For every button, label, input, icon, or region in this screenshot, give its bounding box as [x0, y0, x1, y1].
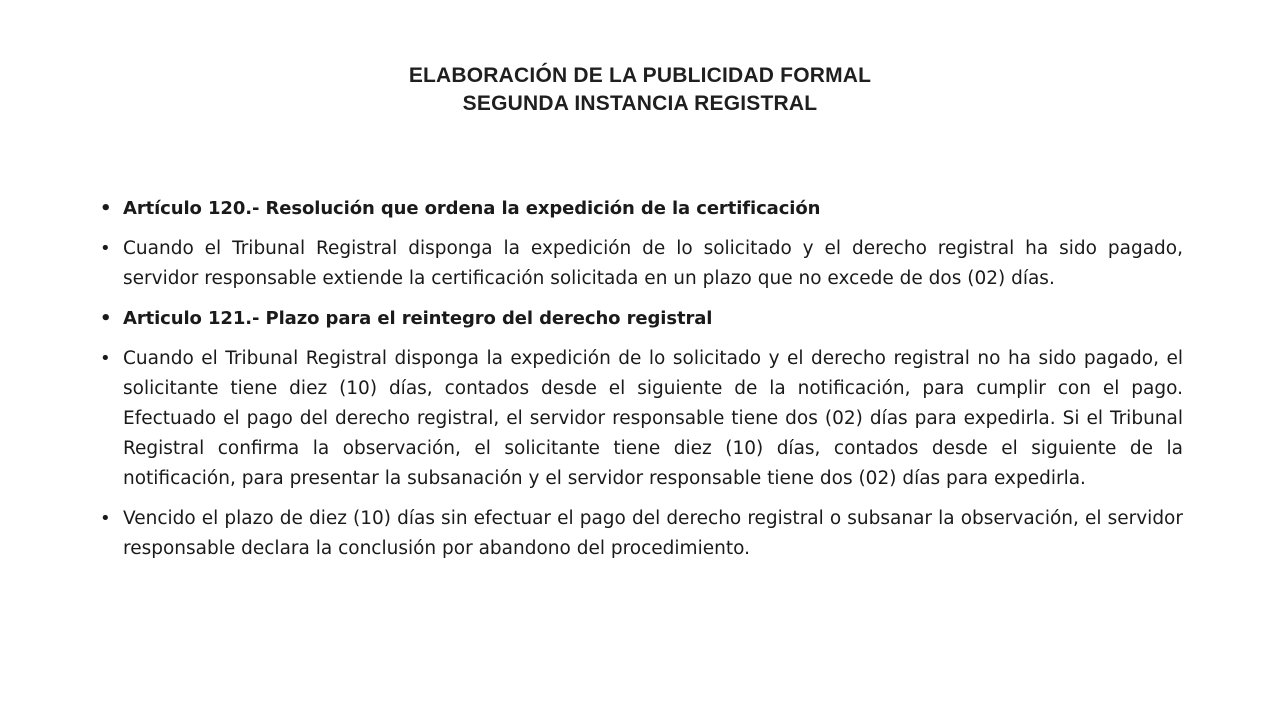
- title-line-1: ELABORACIÓN DE LA PUBLICIDAD FORMAL: [408, 64, 872, 87]
- bullet-article-120-body: [100, 234, 1183, 294]
- slide-title: [0, 62, 1280, 118]
- bullet-text: Articulo 121.- Plazo para el reintegro del derecho registral: [123, 308, 713, 329]
- bullet-list: [100, 194, 1183, 574]
- bullet-dot-icon: •: [100, 348, 111, 369]
- bullet-text: Cuando el Tribunal Registral disponga la expedición de lo solicitado y el derecho registral no ha sido pagado, el solicitante tiene diez (10) días, contados desde el siguiente de la notificación, para cumplir con el pago. Efectuado el pago del derecho registral, el servidor responsable tiene dos (02) días para expedirla. Si el Tribunal Registral confirma la observación, el solicitante tiene diez (10) días, contados desde el siguiente de la notificación, para presentar la subsanación y el servidor responsable tiene dos (02) días para expedirla.: [123, 348, 1183, 489]
- bullet-article-121-body: [100, 344, 1183, 494]
- bullet-dot-icon: •: [100, 198, 112, 219]
- bullet-text: Vencido el plazo de diez (10) días sin efectuar el pago del derecho registral o subsanar la observación, el servidor responsable declara la conclusión por abandono del procedimiento.: [123, 508, 1183, 559]
- bullet-article-121-heading: [100, 304, 1183, 334]
- bullet-article-120-heading: [100, 194, 1183, 224]
- bullet-dot-icon: •: [100, 508, 111, 529]
- bullet-dot-icon: •: [100, 238, 111, 259]
- bullet-text: Cuando el Tribunal Registral disponga la expedición de lo solicitado y el derecho registral ha sido pagado, servidor responsable extiende la certificación solicitada en un plazo que no excede de dos (02) días.: [123, 238, 1183, 289]
- bullet-dot-icon: •: [100, 308, 112, 329]
- bullet-abandonment: [100, 504, 1183, 564]
- bullet-text: Artículo 120.- Resolución que ordena la expedición de la certificación: [123, 198, 821, 219]
- title-line-2: SEGUNDA INSTANCIA REGISTRAL: [462, 92, 818, 115]
